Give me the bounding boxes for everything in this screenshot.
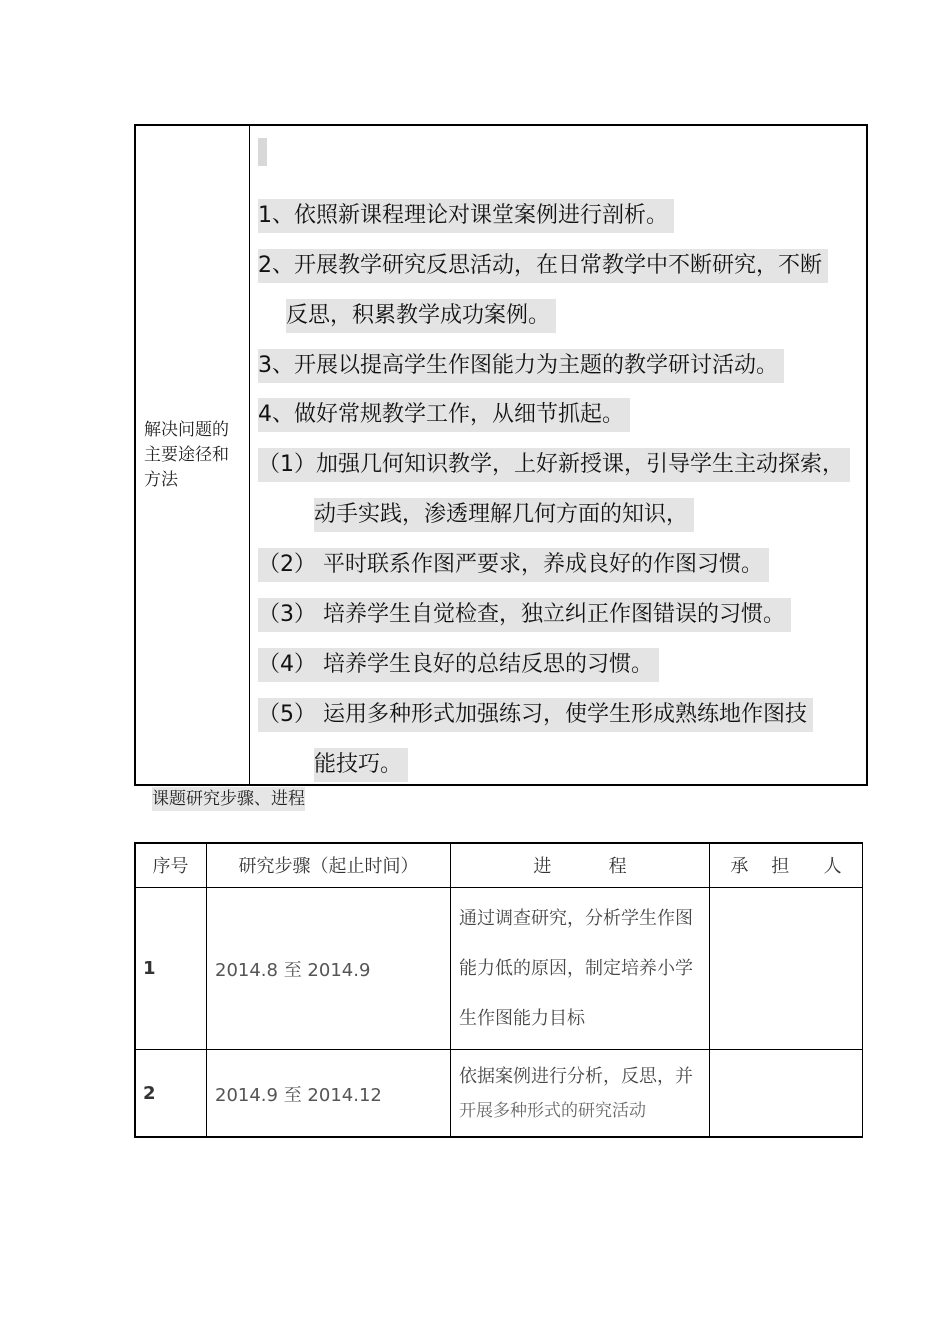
approach-content[interactable] — [250, 126, 866, 784]
steps-table — [134, 842, 863, 1138]
approach-line-7: 动手实践，渗透理解几何方面的知识， — [314, 498, 694, 532]
approach-line-3: 反思，积累教学成功案例。 — [286, 299, 556, 333]
progress-line: 开展多种形式的研究活动 — [459, 1100, 646, 1121]
header-progress: 进 程 — [451, 843, 710, 888]
approach-line-5: 4、做好常规教学工作，从细节抓起。 — [258, 398, 630, 432]
table-row — [135, 888, 863, 1050]
progress-line: 生作图能力目标 — [459, 1007, 585, 1029]
row-owner[interactable] — [710, 888, 863, 1050]
row-progress — [451, 1050, 710, 1138]
row-step: 2014.8 至 2014.9 — [207, 888, 451, 1050]
approach-line-2: 2、开展教学研究反思活动，在日常教学中不断研究，不断 — [258, 249, 828, 283]
progress-line: 能力低的原因，制定培养小学 — [459, 957, 693, 979]
header-num: 序号 — [135, 843, 207, 888]
approach-line-4: 3、开展以提高学生作图能力为主题的教学研讨活动。 — [258, 349, 784, 383]
progress-line: 依据案例进行分析，反思，并 — [459, 1065, 693, 1087]
approach-line-1: 1、依照新课程理论对课堂案例进行剖析。 — [258, 199, 674, 233]
approach-line-12: 能技巧。 — [314, 748, 408, 782]
approach-table — [134, 124, 868, 786]
section-caption: 课题研究步骤、进程 — [152, 789, 305, 809]
text-cursor — [258, 138, 267, 166]
row-step: 2014.9 至 2014.12 — [207, 1050, 451, 1138]
header-step: 研究步骤（起止时间） — [207, 843, 451, 888]
steps-header-row — [135, 843, 863, 888]
approach-line-10: （4） 培养学生良好的总结反思的习惯。 — [258, 648, 659, 682]
approach-line-8: （2） 平时联系作图严要求，养成良好的作图习惯。 — [258, 548, 769, 582]
row-num: 2 — [135, 1050, 207, 1138]
approach-line-9: （3） 培养学生自觉检查，独立纠正作图错误的习惯。 — [258, 598, 791, 632]
approach-label: 解决问题的主要途径和方法 — [136, 126, 250, 784]
row-num: 1 — [135, 888, 207, 1050]
progress-line: 通过调查研究，分析学生作图 — [459, 907, 693, 929]
approach-line-6: （1）加强几何知识教学，上好新授课，引导学生主动探索， — [258, 448, 850, 482]
header-owner: 承 担 人 — [710, 843, 863, 888]
approach-line-11: （5） 运用多种形式加强练习，使学生形成熟练地作图技 — [258, 698, 813, 732]
table-row — [135, 1050, 863, 1138]
row-progress — [451, 888, 710, 1050]
row-owner[interactable] — [710, 1050, 863, 1138]
